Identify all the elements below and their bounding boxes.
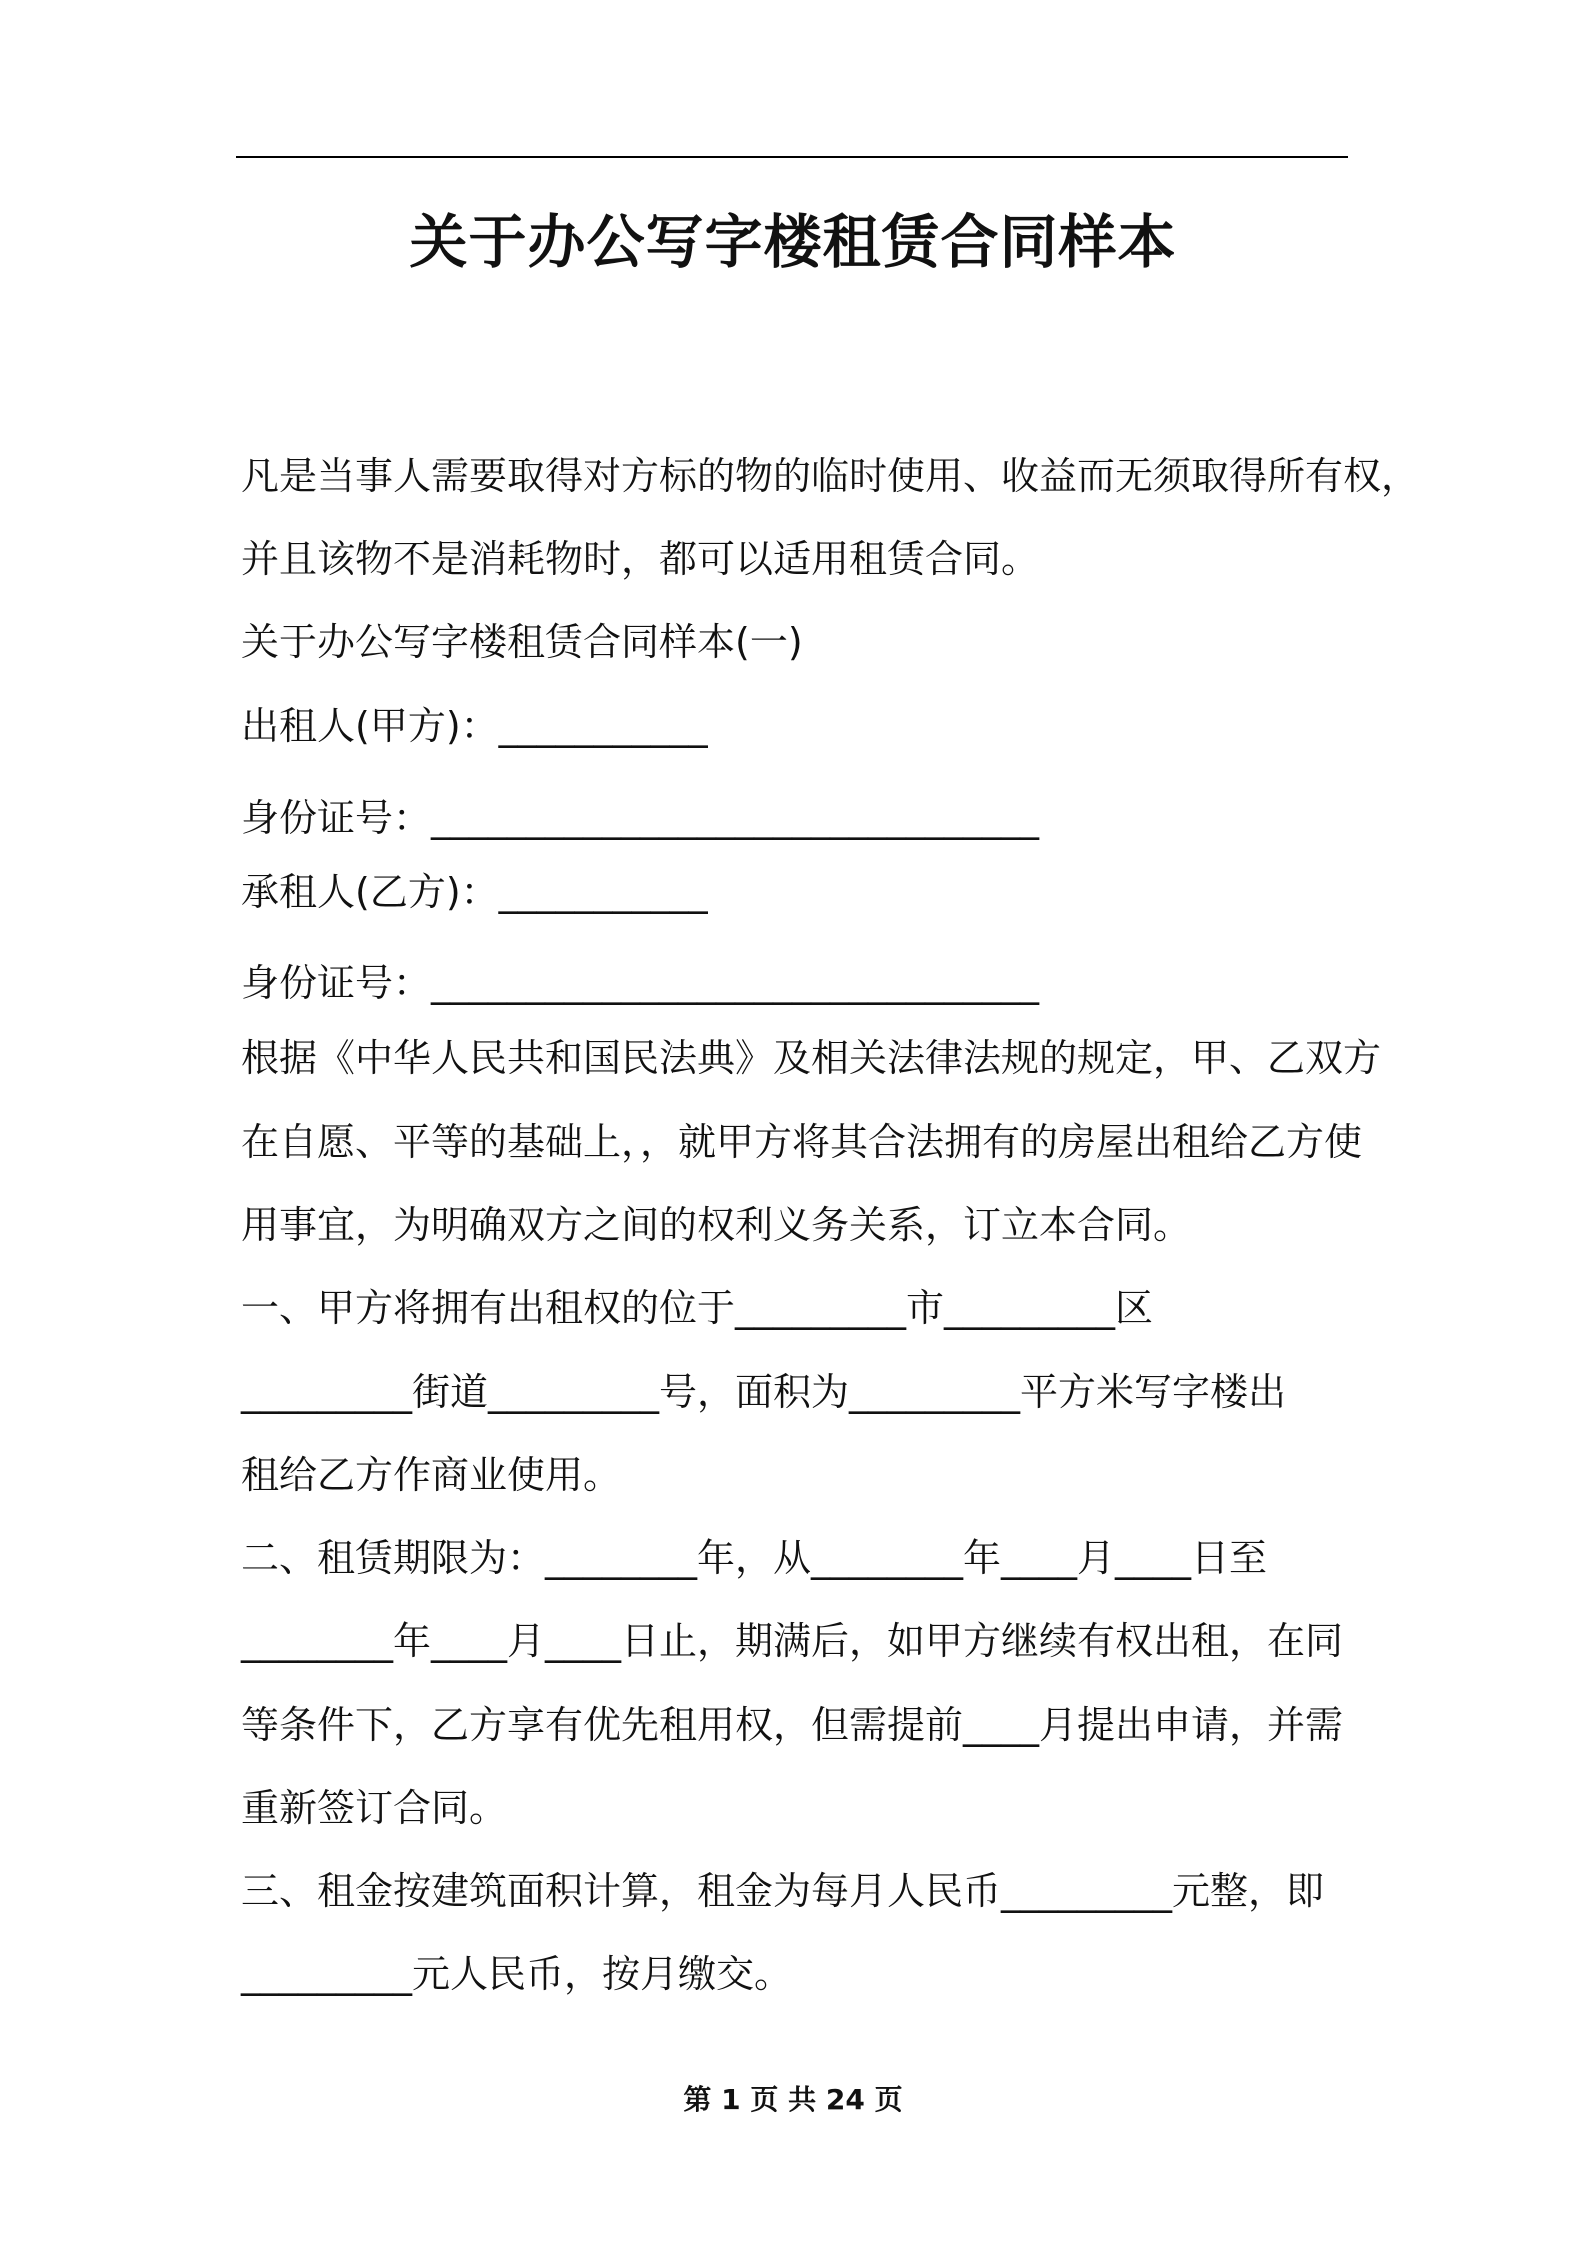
clause-2-line-2: ________年____月____日止，期满后，如甲方继续有权出租，在同: [241, 1619, 1344, 1663]
header-rule: [236, 156, 1348, 158]
section-heading: 关于办公写字楼租赁合同样本(一): [241, 620, 803, 664]
clause-2-line-1: 二、租赁期限为：________年，从________年____月____日至: [241, 1536, 1268, 1580]
clause-3-line-1: 三、租金按建筑面积计算，租金为每月人民币_________元整，即: [241, 1869, 1325, 1913]
lessee-id-field: 身份证号：________________________________: [241, 961, 1040, 1005]
clause-1-line-1: 一、甲方将拥有出租权的位于_________市_________区: [241, 1286, 1154, 1330]
clause-2-line-3: 等条件下，乙方享有优先租用权，但需提前____月提出申请，并需: [241, 1703, 1344, 1747]
clause-1-line-3: 租给乙方作商业使用。: [241, 1453, 622, 1497]
lessor-field: 出租人(甲方)：___________: [241, 704, 708, 748]
preamble-line-3: 用事宜，为明确双方之间的权利义务关系，订立本合同。: [241, 1203, 1192, 1247]
document-title: 关于办公写字楼租赁合同样本: [409, 208, 1177, 276]
lessor-id-field: 身份证号：________________________________: [241, 796, 1040, 840]
clause-3-line-2: _________元人民币，按月缴交。: [241, 1952, 793, 1996]
clause-2-line-4: 重新签订合同。: [241, 1786, 508, 1830]
lessee-field: 承租人(乙方)：___________: [241, 870, 708, 914]
intro-line-2: 并且该物不是消耗物时，都可以适用租赁合同。: [241, 537, 1040, 581]
preamble-line-2: 在自愿、平等的基础上，，就甲方将其合法拥有的房屋出租给乙方使: [241, 1120, 1363, 1164]
preamble-line-1: 根据《中华人民共和国民法典》及相关法律法规的规定，甲、乙双方: [241, 1036, 1382, 1080]
page-number: 第 1 页 共 24 页: [683, 2083, 903, 2116]
clause-1-line-2: _________街道_________号，面积为_________平方米写字楼出: [241, 1370, 1287, 1414]
intro-line-1: 凡是当事人需要取得对方标的物的临时使用、收益而无须取得所有权，: [241, 454, 1420, 498]
